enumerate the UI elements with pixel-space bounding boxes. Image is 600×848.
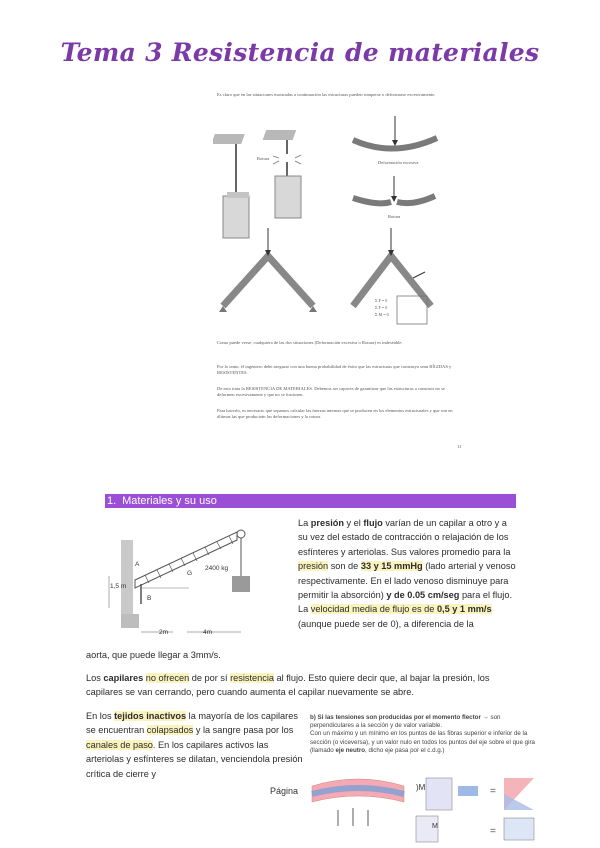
label-rotura-beam: Rotura <box>388 214 401 219</box>
svg-text:=: = <box>490 786 496 797</box>
scan-para-4: Para hacerlo, es necesario que sepamos calcular las fuerzas internas que se producen en los elementos estructurales y que son en últimas las que producirán las deformaciones y la rotura. <box>217 408 453 419</box>
crane-dist2-label: 4m <box>203 629 213 636</box>
scan-para-2: Por lo tanto, el ingeniero debe asegurar con una buena probabilidad de éxito que las estructuras que construya sean RÍGIDAS y RESISTENTES. <box>217 364 452 375</box>
scan-para-3: De esto trata la RESISTENCIA DE MATERIALES. Debemos ser capaces de garantizar que las estructuras a construir no se deformen excesivamente y que no se fracturen. <box>217 386 445 397</box>
svg-text:Σ F = 0: Σ F = 0 <box>375 298 388 303</box>
scan-intro-text: Es claro que en las situaciones mostradas a continuación las estructuras pueden romperse o deformarse excesivamente. <box>217 92 436 97</box>
paragraph-aorta: aorta, que puede llegar a 3mm/s. <box>86 650 221 660</box>
svg-text:=: = <box>490 826 496 837</box>
page-footer-label: Página <box>270 786 299 796</box>
crane-dist1-label: 2m <box>159 629 169 636</box>
section-header <box>105 494 516 508</box>
crane-point-g: G <box>187 570 193 577</box>
paragraph-capillary-resistance: Los capilares no ofrecen de por sí resistencia al flujo. Esto quiere decir que, al bajar la presión, los capilares se van cerrando, pero cuando aumenta el capilar nuevamente se abre. <box>86 673 490 698</box>
section-title: Materiales y su uso <box>122 495 217 507</box>
structures-illustration <box>213 106 469 356</box>
scan-page-number: 11 <box>457 444 462 449</box>
svg-text:)M: )M <box>416 783 426 792</box>
label-rotura: Rotura <box>257 156 270 161</box>
crane-load-label: 2400 kg <box>205 565 229 572</box>
page-title: Tema 3 Resistencia de materiales <box>60 38 540 67</box>
paragraph-pressure-flow: La presión y el flujo varían de un capilar a otro y a su vez del estado de contracción o relajación de los esfínteres y arteriolas. Sus valores promedio para la presión son de 33 y 15 mmHg (lado arterial y venoso respectivamente. En el lado venoso disminuye para permitir la absorción) y de 0.05 cm/seg para el flujo. La velocidad media de flujo es de 0,5 y 1 mm/s (aunque puede ser de 0), a diferencia de la <box>298 518 516 629</box>
label-deformacion: Deformación excesiva <box>378 160 419 165</box>
svg-text:Σ F = 0: Σ F = 0 <box>375 305 388 310</box>
paragraph-inactive-tissues: En los tejidos inactivos la mayoría de los capilares se encuentran colapsados y la sangre pasa por los canales de paso. En los capilares activos las arteriolas y esfínteres se dilatan, venciendola presión crítica de cierre y <box>86 711 303 779</box>
bending-stress-diagram <box>308 768 538 848</box>
crane-point-a: A <box>135 561 140 568</box>
section-number: 1. <box>107 495 117 507</box>
crane-height-label: 1,5 m <box>110 583 127 590</box>
scanned-textbook-figure <box>213 92 469 456</box>
bending-moment-figure <box>308 710 538 848</box>
scan-para-1: Como puede verse, cualquiera de las dos situaciones (Deformación excesiva o Rotura) es indeseable. <box>217 340 403 345</box>
bending-moment-text: b) Si las tensiones son producidas por el momento flector → son perpendiculares a la sección y de valor variable. Con un máximo y un mínimo en los puntos de las fibras superior e inferior de la sección (o viceversa), y un valor nulo en todos los puntos del eje sobre el que gira (llamado eje neutro, dicho eje pasa por el c.d.g.) <box>310 714 535 754</box>
crane-diagram <box>107 518 293 642</box>
svg-text:Σ M = 0: Σ M = 0 <box>375 312 389 317</box>
moment-label: M <box>432 823 438 830</box>
crane-point-b: B <box>147 595 152 602</box>
